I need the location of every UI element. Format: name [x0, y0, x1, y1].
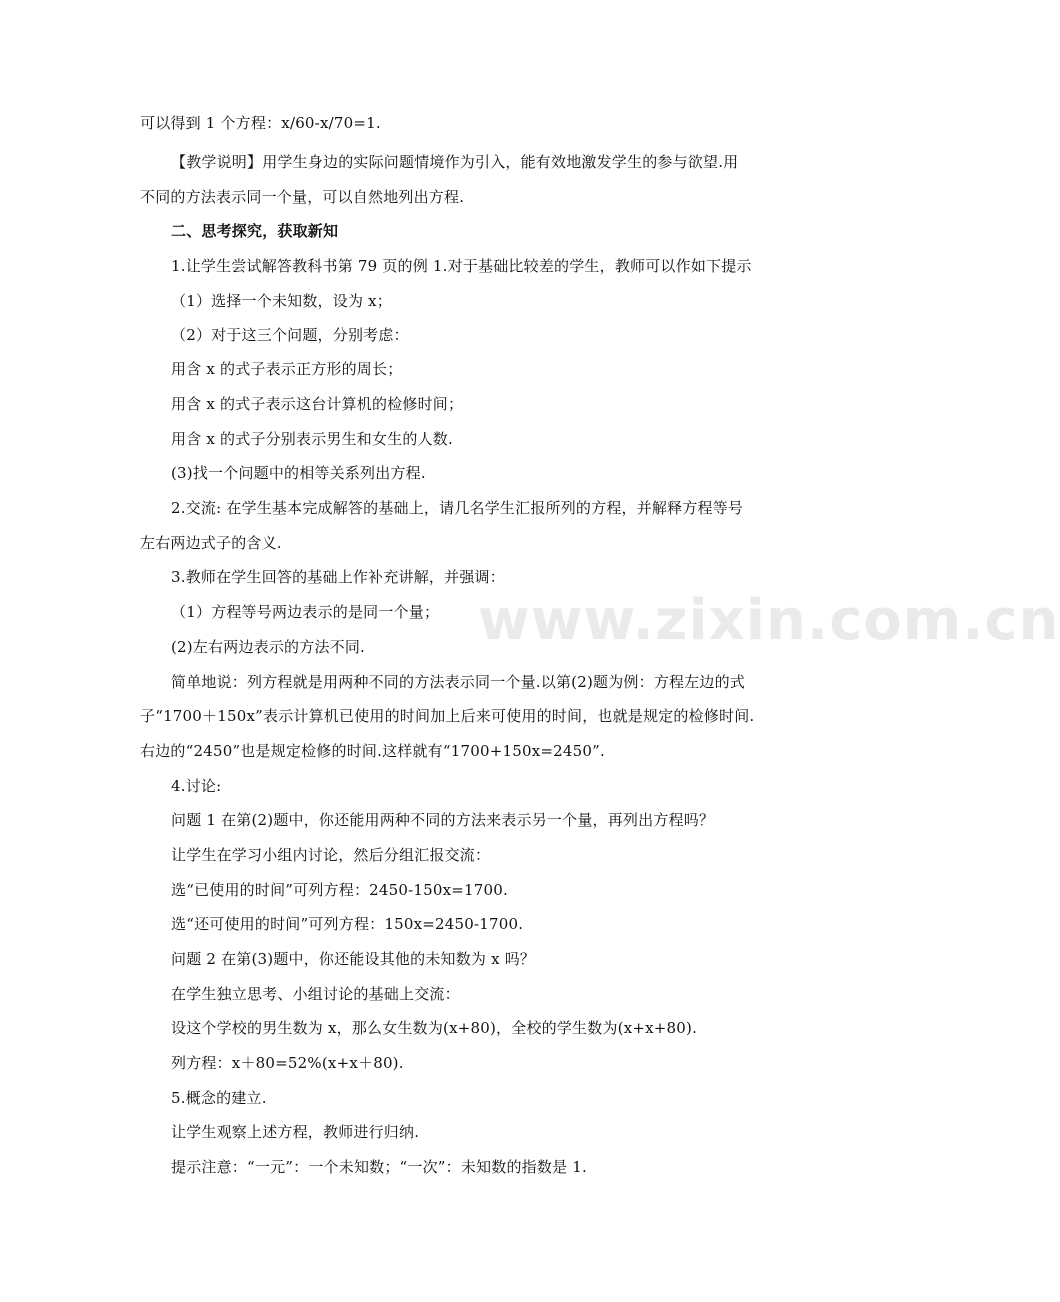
watermark: www.zixin.com.cn — [478, 588, 1060, 653]
paragraph-line: 右边的“2450”也是规定检修的时间.这样就有“1700+150x=2450”. — [140, 742, 605, 760]
paragraph-line: 问题 1 在第(2)题中，你还能用两种不同的方法来表示另一个量，再列出方程吗？ — [171, 811, 715, 829]
teaching-note-line-1: 【教学说明】用学生身边的实际问题情境作为引入，能有效地激发学生的参与欲望.用 — [171, 153, 739, 171]
paragraph-line: 4.讨论: — [171, 777, 222, 795]
paragraph-line: 用含 x 的式子表示这台计算机的检修时间； — [171, 395, 464, 413]
section-heading: 二、思考探究，获取新知 — [171, 222, 339, 240]
paragraph-line: 左右两边式子的含义. — [140, 534, 282, 552]
paragraph-line: 在学生独立思考、小组讨论的基础上交流： — [171, 985, 460, 1003]
paragraph-line: 用含 x 的式子分别表示男生和女生的人数. — [171, 430, 453, 448]
teaching-note-line-2: 不同的方法表示同一个量，可以自然地列出方程. — [140, 188, 465, 206]
paragraph-line: 让学生在学习小组内讨论，然后分组汇报交流： — [171, 846, 491, 864]
paragraph-line: (2)左右两边表示的方法不同. — [171, 638, 366, 656]
paragraph-line: 列方程：x＋80=52%(x+x＋80). — [171, 1054, 404, 1072]
paragraph-line: 子“1700＋150x”表示计算机已使用的时间加上后来可使用的时间，也就是规定的检修时间. — [140, 707, 755, 725]
paragraph-line: 选“已使用的时间”可列方程：2450-150x=1700. — [171, 881, 508, 899]
paragraph-line: （1）方程等号两边表示的是同一个量； — [171, 603, 440, 621]
paragraph-line: 2.交流: 在学生基本完成解答的基础上，请几名学生汇报所列的方程，并解释方程等号 — [171, 499, 744, 517]
paragraph-line: 3.教师在学生回答的基础上作补充讲解，并强调： — [171, 568, 505, 586]
paragraph-line: 5.概念的建立. — [171, 1089, 267, 1107]
paragraph-line: (3)找一个问题中的相等关系列出方程. — [171, 464, 426, 482]
paragraph-line: 简单地说：列方程就是用两种不同的方法表示同一个量.以第(2)题为例：方程左边的式 — [171, 673, 746, 691]
paragraph-line: （1）选择一个未知数，设为 x； — [171, 292, 392, 310]
paragraph-line: （2）对于这三个问题，分别考虑： — [171, 326, 409, 344]
paragraph-line: 可以得到 1 个方程：x/60-x/70=1. — [140, 114, 381, 132]
paragraph-line: 让学生观察上述方程，教师进行归纳. — [171, 1123, 420, 1141]
paragraph-line: 问题 2 在第(3)题中，你还能设其他的未知数为 x 吗？ — [171, 950, 536, 968]
paragraph-line: 设这个学校的男生数为 x，那么女生数为(x+80)，全校的学生数为(x+x+80). — [171, 1019, 698, 1037]
paragraph-line: 提示注意：“一元”：一个未知数；“一次”：未知数的指数是 1. — [171, 1158, 587, 1176]
paragraph-line: 1.让学生尝试解答教科书第 79 页的例 1.对于基础比较差的学生，教师可以作如下提示 — [171, 257, 752, 275]
paragraph-line: 选“还可使用的时间”可列方程：150x=2450-1700. — [171, 915, 524, 933]
paragraph-line: 用含 x 的式子表示正方形的周长； — [171, 360, 403, 378]
